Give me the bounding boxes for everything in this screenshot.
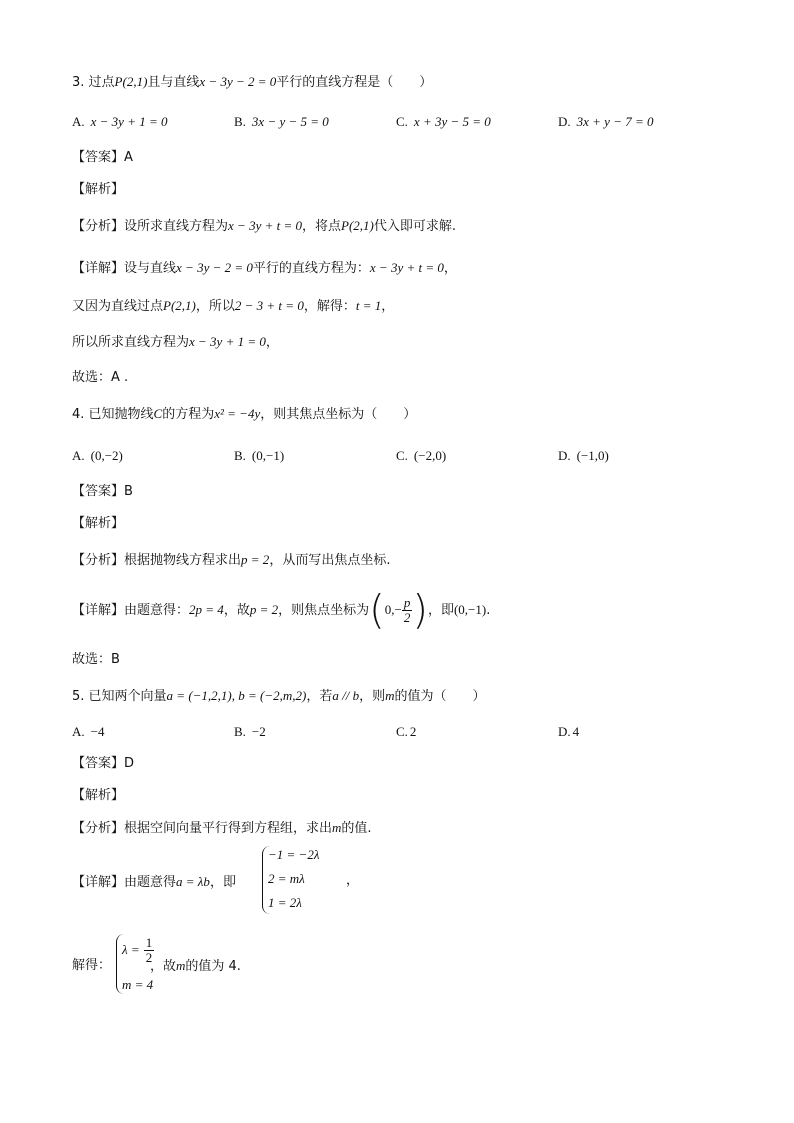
q5-option-a: A. −4 bbox=[72, 724, 105, 739]
q5-option-b: B. −2 bbox=[234, 724, 266, 739]
q4-xiangjie: 【详解】由题意得：2p = 4，故p = 2，则焦点坐标为(0,− $\frac{p}{2}$ )，即(0,−1). bbox=[72, 587, 491, 634]
q3-analysis-tag: 【解析】 bbox=[72, 182, 125, 197]
left-paren: ( bbox=[369, 587, 385, 634]
fraction: $\frac{p}{2}$ bbox=[403, 595, 411, 625]
q3-stem-prefix: 3. 过点 bbox=[72, 75, 115, 90]
q3-option-d: D. 3x + y − 7 = 0 bbox=[558, 114, 654, 129]
q5-analysis-tag: 【解析】 bbox=[72, 788, 125, 803]
right-paren: ) bbox=[412, 587, 428, 634]
q4-stem: 4. 已知抛物线C的方程为x² = −4y，则其焦点坐标为（ ） bbox=[72, 406, 417, 422]
q5-solution-label: 解得： bbox=[72, 958, 112, 973]
q5-solution-tail: ，故m的值为 4. bbox=[150, 958, 241, 974]
q3-stem-line: x − 3y − 2 = 0 bbox=[199, 74, 277, 89]
q3-stem-mid: 且与直线 bbox=[147, 75, 200, 90]
q3-xiangjie-3: 所以所求直线方程为x − 3y + 1 = 0， bbox=[72, 334, 279, 350]
q3-xiangjie-1: 【详解】设与直线x − 3y − 2 = 0平行的直线方程为：x − 3y + t = 0， bbox=[72, 260, 457, 276]
q3-choose: 故选：A . bbox=[72, 370, 129, 385]
q5-option-c: C. 2 bbox=[396, 724, 417, 739]
q5-option-d: D. 4 bbox=[558, 724, 580, 739]
q5-xiangjie: 【详解】由题意得a = λb，即 bbox=[72, 874, 236, 890]
q3-fenxi: 【分析】设所求直线方程为x − 3y + t = 0，将点P(2,1)代入即可求解. bbox=[72, 218, 457, 234]
q5-stem: 5. 已知两个向量a = (−1,2,1), b = (−2,m,2)，若a // b，则m的值为（ ） bbox=[72, 688, 486, 704]
lambda-solution: λ = $\frac{1}{2}$ bbox=[122, 935, 153, 965]
q3-answer: 【答案】A bbox=[72, 150, 133, 165]
q4-option-d: D. (−1,0) bbox=[558, 448, 609, 463]
q5-fenxi: 【分析】根据空间向量平行得到方程组，求出m的值. bbox=[72, 820, 372, 836]
q3-xiangjie-2: 又因为直线过点P(2,1)，所以2 − 3 + t = 0，解得：t = 1， bbox=[72, 298, 395, 314]
q4-option-b: B. (0,−1) bbox=[234, 448, 285, 463]
q4-option-a: A. (0,−2) bbox=[72, 448, 123, 463]
q4-option-c: C. (−2,0) bbox=[396, 448, 447, 463]
q4-answer: 【答案】B bbox=[72, 484, 133, 499]
q4-analysis-tag: 【解析】 bbox=[72, 516, 125, 531]
q3-option-c: C. x + 3y − 5 = 0 bbox=[396, 114, 491, 129]
q3-option-b: B. 3x − y − 5 = 0 bbox=[234, 114, 329, 129]
q3-stem bbox=[72, 72, 432, 93]
fraction: $\frac{1}{2}$ bbox=[145, 935, 153, 965]
q4-fenxi: 【分析】根据抛物线方程求出p = 2，从而写出焦点坐标. bbox=[72, 552, 391, 568]
q3-stem-suffix: 平行的直线方程是（ ） bbox=[276, 75, 433, 90]
q5-solution-system: λ = $\frac{1}{2}$ m = 4 bbox=[116, 934, 176, 996]
q5-equation-system: −1 = −2λ 2 = mλ 1 = 2λ ， bbox=[262, 846, 372, 916]
q3-stem-point: P(2,1) bbox=[114, 74, 148, 89]
q4-choose: 故选：B bbox=[72, 652, 120, 667]
q3-option-a: A. x − 3y + 1 = 0 bbox=[72, 114, 168, 129]
q5-answer: 【答案】D bbox=[72, 756, 135, 771]
